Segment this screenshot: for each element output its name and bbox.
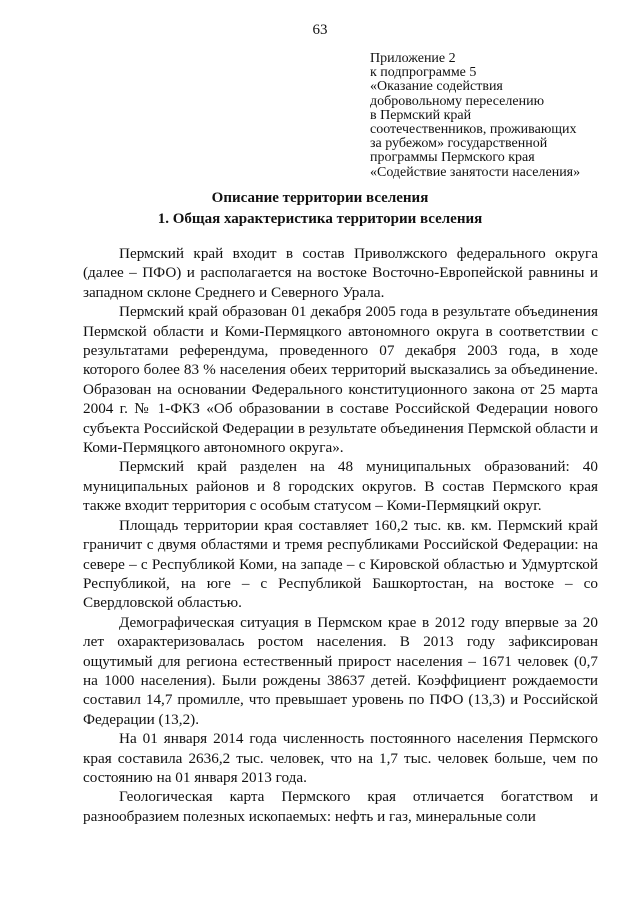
appendix-note	[370, 52, 630, 180]
paragraph: Геологическая карта Пермского края отличается богатством и разнообразием полезных ископаемых: нефть и газ, минеральные соли	[83, 788, 598, 825]
appendix-line: соотечественников, проживающих	[370, 122, 577, 138]
page-number: 63	[312, 22, 328, 38]
paragraph: Пермский край образован 01 декабря 2005 года в результате объединения Пермской области и Коми-Пермяцкого автономного округа в соответствии с результатами референдума, проведенного 07 декабря 2003 года, в ходе которого более 83 % населения обеих территорий высказались за объединение. Образован на основании Федерального конституционного закона от 25 марта 2004 г. № 1-ФКЗ «Об образовании в составе Российской Федерации нового субъекта Российской Федерации в результате объединения Пермской области и Коми-Пермяцкого автономного округа».	[83, 303, 598, 457]
section-heading: 1. Общая характеристика территории вселения	[157, 211, 483, 227]
body-text	[83, 244, 598, 826]
appendix-line: добровольному переселению	[370, 93, 545, 109]
appendix-line: к подпрограмме 5	[370, 65, 477, 81]
paragraph: На 01 января 2014 года численность постоянного населения Пермского края составила 2636,2 тыс. человек, что на 1,7 тыс. человек больше, чем по состоянию на 01 января 2013 года.	[83, 730, 598, 786]
appendix-line: программы Пермского края	[370, 150, 535, 166]
paragraph: Площадь территории края составляет 160,2 тыс. кв. км. Пермский край граничит с двумя областями и тремя республиками Российской Федерации: на севере – с Республикой Коми, на западе – с Кировской областью и Удмуртской Республикой, на юге – с Республикой Башкортостан, на востоке – со Свердловской областью.	[83, 516, 598, 612]
appendix-line: Приложение 2	[370, 51, 456, 66]
appendix-line: «Оказание содействия	[370, 79, 503, 95]
appendix-line: за рубежом» государственной	[370, 136, 548, 152]
paragraph: Демографическая ситуация в Пермском крае в 2012 году впервые за 20 лет охарактеризовалась ростом населения. В 2013 году зафиксирован ощутимый для региона естественный прирост населения – 1671 человек (0,7 на 1000 населения). Были рождены 38637 детей. Коэффициент рождаемости составил 14,7 промилле, что превышает уровень по ПФО (13,3) и Российской Федерации (13,2).	[83, 613, 598, 728]
appendix-line: «Содействие занятости населения»	[370, 164, 581, 180]
paragraph: Пермский край входит в состав Приволжского федерального округа (далее – ПФО) и располагается на востоке Восточно-Европейской равнины и западном склоне Среднего и Северного Урала.	[83, 245, 598, 301]
paragraph: Пермский край разделен на 48 муниципальных образований: 40 муниципальных районов и 8 городских округов. В состав Пермского края также входит территория с особым статусом – Коми-Пермяцкий округ.	[83, 458, 598, 515]
document-title: Описание территории вселения	[211, 190, 429, 206]
appendix-line: в Пермский край	[370, 107, 472, 123]
